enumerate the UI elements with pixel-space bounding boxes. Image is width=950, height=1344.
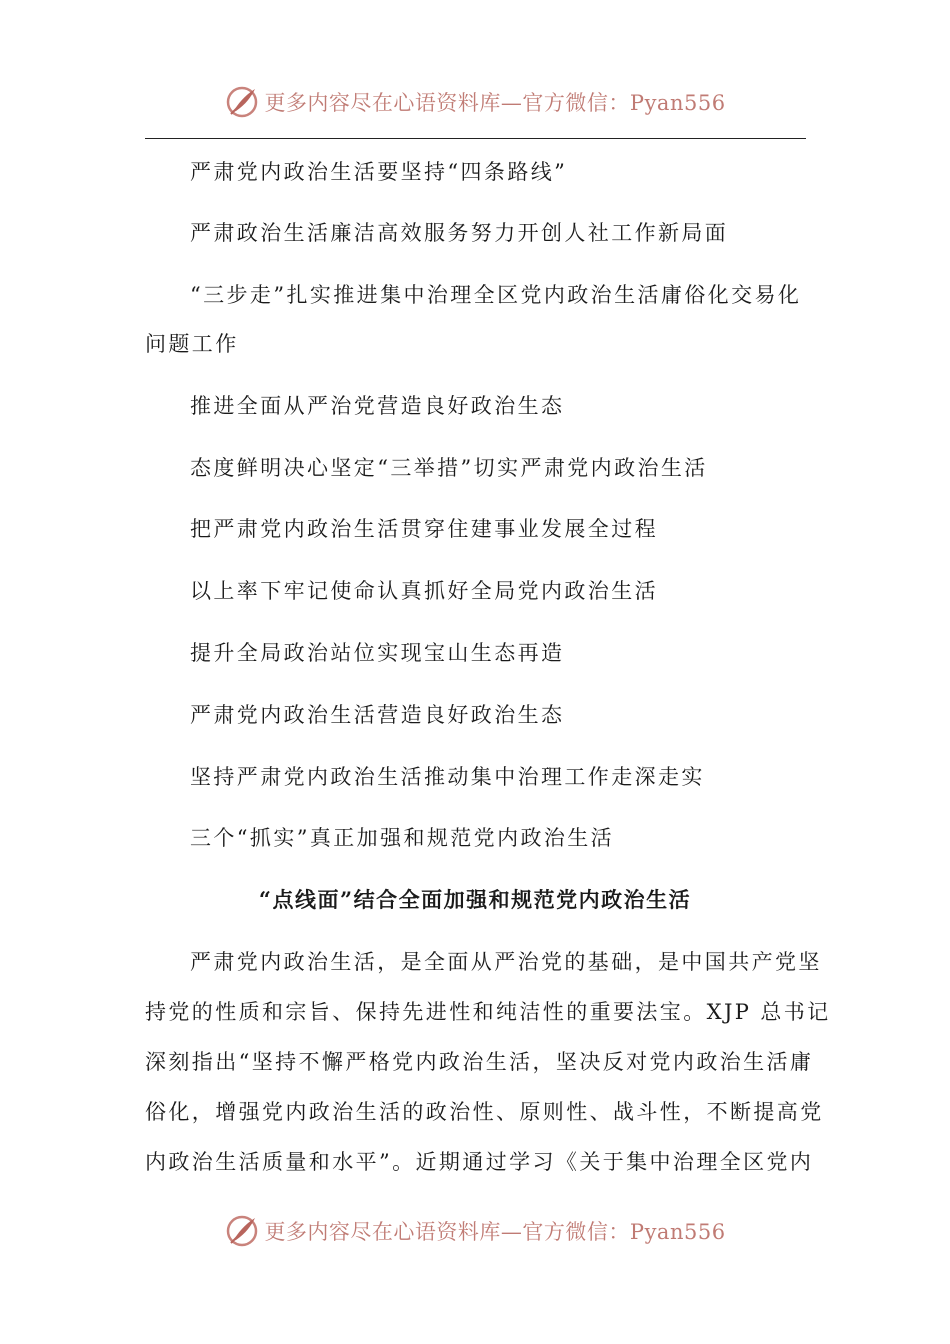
body-line: 俗化，增强党内政治生活的政治性、原则性、战斗性，不断提高党	[145, 1100, 824, 1124]
title-line: 严肃党内政治生活要坚持“四条路线”	[190, 160, 568, 184]
title-line: 提升全局政治站位实现宝山生态再造	[190, 641, 565, 665]
title-line: 严肃政治生活廉洁高效服务努力开创人社工作新局面	[190, 221, 729, 245]
header-divider	[145, 138, 806, 139]
watermark-text: 更多内容尽在心语资料库—官方微信：Pyan556	[264, 1220, 726, 1244]
body-line: 内政治生活质量和水平”。近期通过学习《关于集中治理全区党内	[145, 1150, 814, 1174]
body-line: 深刻指出“坚持不懈严格党内政治生活，坚决反对党内政治生活庸	[145, 1050, 814, 1074]
title-line: 态度鲜明决心坚定“三举措”切实严肃党内政治生活	[190, 456, 708, 480]
quill-logo-icon	[224, 1213, 260, 1249]
title-line: 坚持严肃党内政治生活推动集中治理工作走深走实	[190, 765, 705, 789]
watermark-top	[0, 82, 950, 122]
title-line: 严肃党内政治生活营造良好政治生态	[190, 703, 565, 727]
title-line: “三步走”扎实推进集中治理全区党内政治生活庸俗化交易化	[190, 283, 802, 307]
body-line: 严肃党内政治生活，是全面从严治党的基础，是中国共产党坚	[190, 950, 822, 974]
title-line: 推进全面从严治党营造良好政治生态	[190, 394, 565, 418]
title-line: 把严肃党内政治生活贯穿住建事业发展全过程	[190, 517, 658, 541]
title-line: 以上率下牢记使命认真抓好全局党内政治生活	[190, 579, 658, 603]
body-line: 持党的性质和宗旨、保持先进性和纯洁性的重要法宝。XJP 总书记	[145, 1000, 831, 1024]
watermark-text: 更多内容尽在心语资料库—官方微信：Pyan556	[264, 91, 726, 115]
quill-logo-icon	[224, 84, 260, 120]
title-line: 问题工作	[145, 332, 239, 356]
watermark-bottom	[0, 1211, 950, 1251]
title-line: 三个“抓实”真正加强和规范党内政治生活	[190, 826, 615, 850]
section-heading: “点线面”结合全面加强和规范党内政治生活	[258, 887, 692, 912]
